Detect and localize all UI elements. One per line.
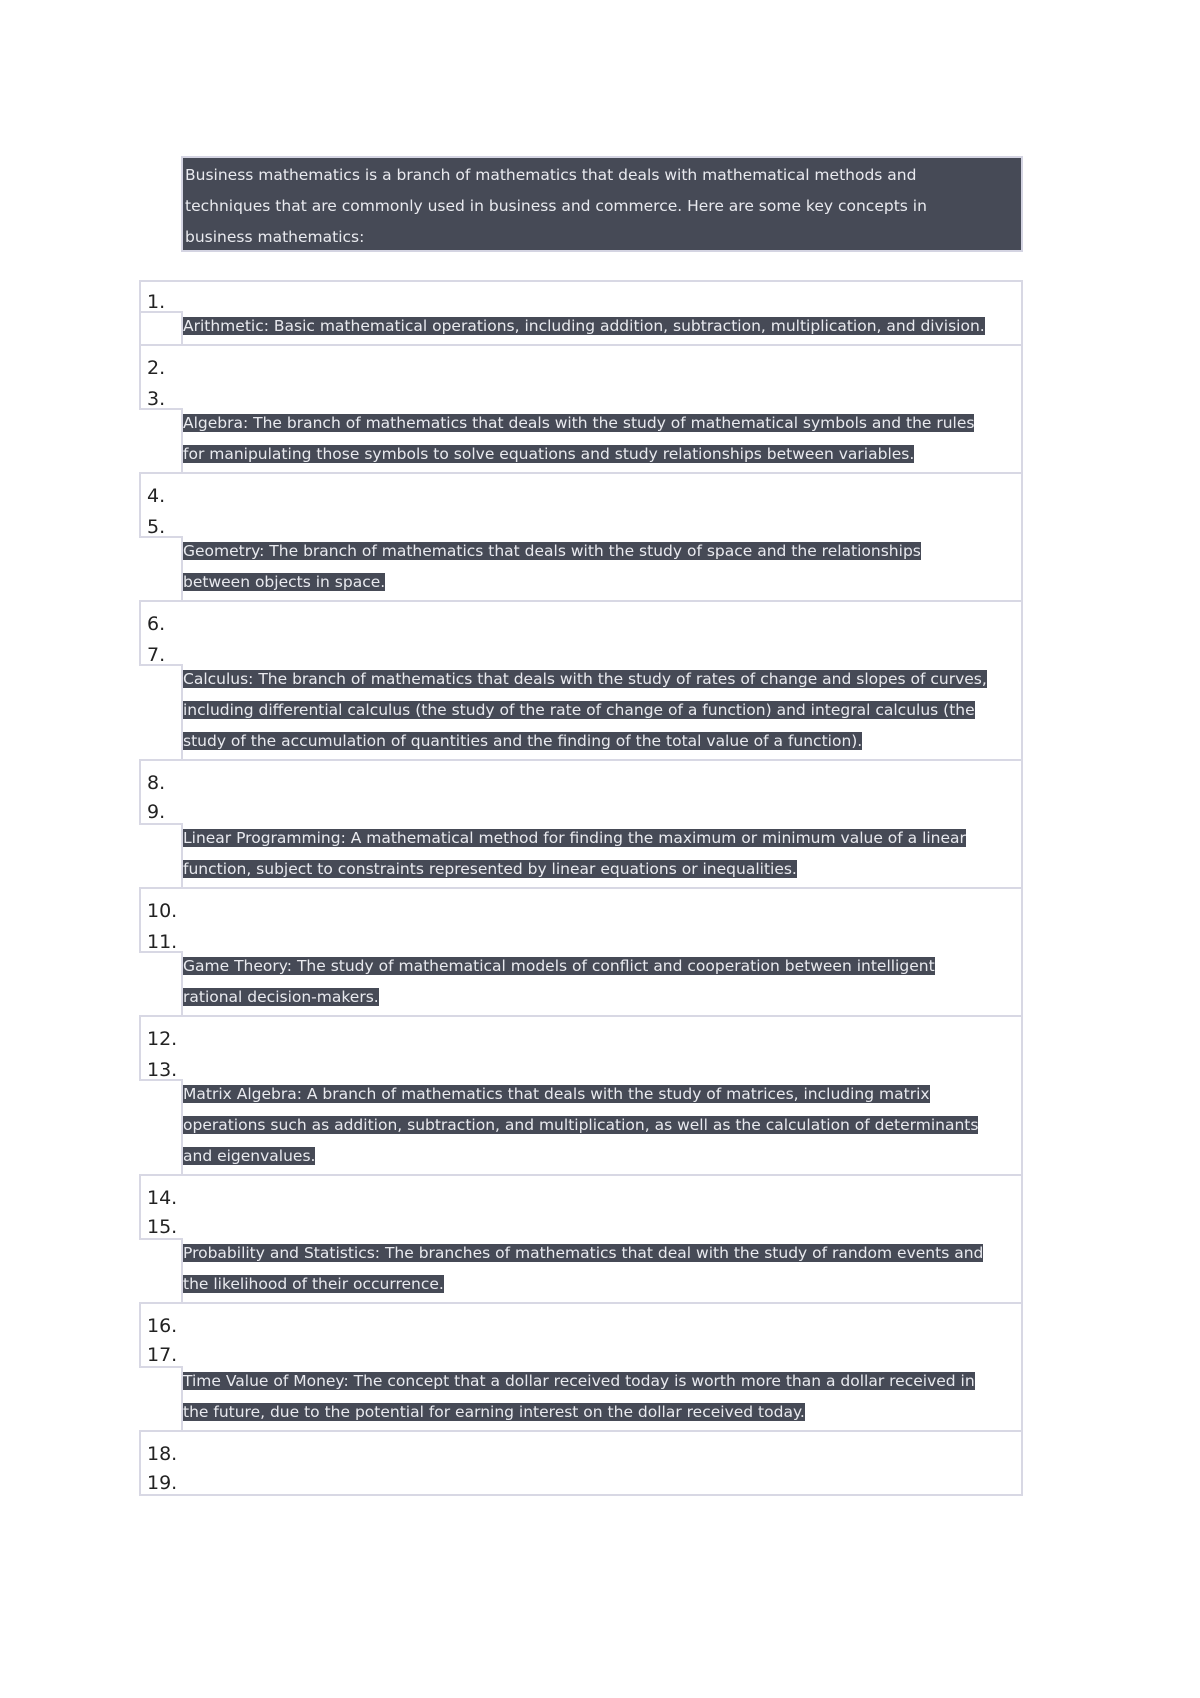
number-box-18-19 bbox=[139, 1430, 1023, 1496]
item-text: Game Theory: The study of mathematical models of conflict and cooperation between intelligent rational decision-makers. bbox=[183, 957, 935, 1006]
list-item-matrix-algebra bbox=[181, 1079, 1023, 1176]
list-number: 3. bbox=[147, 388, 166, 410]
list-number: 10. bbox=[147, 900, 178, 922]
number-box-6-7 bbox=[139, 600, 1023, 666]
list-number: 17. bbox=[147, 1344, 178, 1366]
list-number: 1. bbox=[147, 291, 166, 313]
list-number: 13. bbox=[147, 1059, 178, 1081]
list-number: 19. bbox=[147, 1472, 178, 1494]
item-text: Algebra: The branch of mathematics that deals with the study of mathematical symbols and the rules for manipulating those symbols to solve equations and study relationships between variables. bbox=[183, 414, 975, 463]
list-number: 18. bbox=[147, 1443, 178, 1465]
number-box-16-17 bbox=[139, 1302, 1023, 1368]
item-text: Matrix Algebra: A branch of mathematics that deals with the study of matrices, including matrix operations such as addition, subtraction, and multiplication, as well as the calculation of determinants and eigenvalues. bbox=[183, 1085, 979, 1165]
intro-paragraph: Business mathematics is a branch of mathematics that deals with mathematical methods and techniques that are commonly used in business and commerce. Here are some key concepts in business mathematics: bbox=[181, 156, 1023, 252]
list-number: 6. bbox=[147, 613, 166, 635]
item-text: Time Value of Money: The concept that a dollar received today is worth more than a dollar received in the future, due to the potential for earning interest on the dollar received today. bbox=[183, 1372, 975, 1421]
list-number: 12. bbox=[147, 1028, 178, 1050]
number-box-14-15 bbox=[139, 1174, 1023, 1240]
list-number: 7. bbox=[147, 644, 166, 666]
list-number: 2. bbox=[147, 357, 166, 379]
list-number: 14. bbox=[147, 1187, 178, 1209]
list-item-probability-statistics bbox=[181, 1238, 1023, 1304]
list-item-calculus bbox=[181, 664, 1023, 761]
list-number: 8. bbox=[147, 772, 166, 794]
item-text: Linear Programming: A mathematical method for finding the maximum or minimum value of a linear function, subject to constraints represented by linear equations or inequalities. bbox=[183, 829, 966, 878]
number-box-10-11 bbox=[139, 887, 1023, 953]
list-number: 5. bbox=[147, 516, 166, 538]
list-item-game-theory bbox=[181, 951, 1023, 1017]
list-number: 15. bbox=[147, 1216, 178, 1238]
list-number: 9. bbox=[147, 801, 166, 823]
list-item-linear-programming bbox=[181, 823, 1023, 889]
list-number: 11. bbox=[147, 931, 178, 953]
list-item-arithmetic bbox=[181, 311, 1023, 346]
list-item-geometry bbox=[181, 536, 1023, 602]
item-text: Probability and Statistics: The branches of mathematics that deal with the study of random events and the likelihood of their occurrence. bbox=[183, 1244, 984, 1293]
number-box-8-9 bbox=[139, 759, 1023, 825]
left-rule bbox=[139, 311, 183, 346]
list-item-time-value-of-money bbox=[181, 1366, 1023, 1432]
item-text: Geometry: The branch of mathematics that deals with the study of space and the relationships between objects in space. bbox=[183, 542, 921, 591]
item-text: Calculus: The branch of mathematics that deals with the study of rates of change and slopes of curves, including differential calculus (the study of the rate of change of a function) and integral calculus (the study of the accumulation of quantities and the finding of the total value of a function). bbox=[183, 670, 987, 750]
list-number: 16. bbox=[147, 1315, 178, 1337]
list-item-algebra bbox=[181, 408, 1023, 474]
number-box-12-13 bbox=[139, 1015, 1023, 1081]
number-box-2-3 bbox=[139, 344, 1023, 410]
item-text: Arithmetic: Basic mathematical operations, including addition, subtraction, multiplication, and division. bbox=[183, 317, 985, 335]
number-box-1 bbox=[139, 280, 1023, 313]
list-number: 4. bbox=[147, 485, 166, 507]
number-box-4-5 bbox=[139, 472, 1023, 538]
